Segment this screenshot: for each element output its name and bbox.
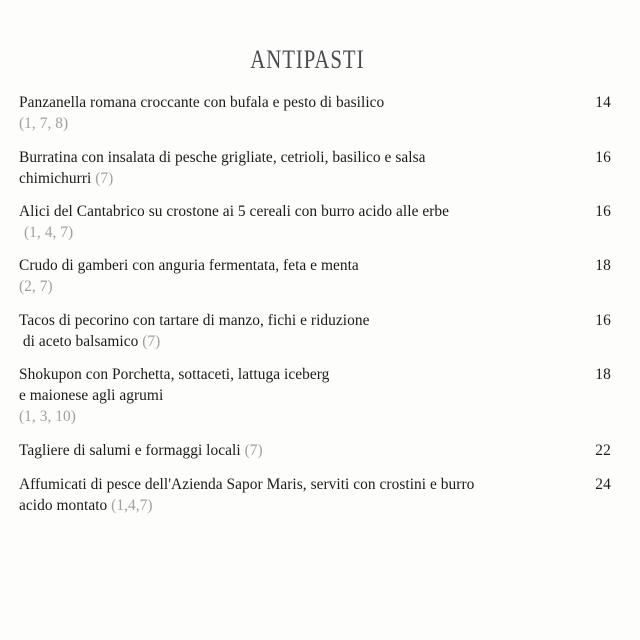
menu-item-line: Burratina con insalata di pesche grigliate, cetrioli, basilico e salsa xyxy=(19,149,426,166)
menu-item-price: 16 xyxy=(595,312,611,329)
menu-item xyxy=(19,364,611,427)
menu-item-line: Affumicati di pesce dell'Azienda Sapor Maris, serviti con crostini e burro xyxy=(19,476,475,493)
allergen-codes: (2, 7) xyxy=(19,278,53,295)
menu-item xyxy=(19,440,611,461)
menu-item-description xyxy=(19,92,396,134)
page-title: ANTIPASTI xyxy=(250,45,365,75)
menu-item xyxy=(19,255,611,297)
menu-item xyxy=(19,92,611,134)
menu-item xyxy=(19,474,611,516)
allergen-codes: (1, 4, 7) xyxy=(24,224,74,241)
menu-item-line: Alici del Cantabrico su crostone ai 5 cereali con burro acido alle erbe xyxy=(19,203,450,220)
menu-item-description xyxy=(19,255,371,297)
menu-item-description xyxy=(19,147,438,189)
allergen-codes: (1,4,7) xyxy=(111,497,153,514)
menu-item-price: 22 xyxy=(595,442,611,459)
menu-item-price: 16 xyxy=(595,203,611,220)
menu-item-line: di aceto balsamico (7) xyxy=(19,333,161,350)
menu-item-description xyxy=(19,440,275,461)
menu-item-price: 14 xyxy=(595,94,611,111)
menu-item xyxy=(19,147,611,189)
menu-item-price: 16 xyxy=(595,149,611,166)
menu-item-line: Tacos di pecorino con tartare di manzo, fichi e riduzione xyxy=(19,312,370,329)
menu-item-list xyxy=(19,92,611,516)
menu-item-line: e maionese agli agrumi xyxy=(19,387,164,404)
menu-item-description xyxy=(19,310,381,352)
section-title-container xyxy=(0,28,615,93)
menu-item xyxy=(19,201,611,243)
menu-item-line: Crudo di gamberi con anguria fermentata, feta e menta xyxy=(19,257,359,274)
allergen-codes: (7) xyxy=(142,333,161,350)
menu-item xyxy=(19,310,611,352)
menu-item-line: Panzanella romana croccante con bufala e pesto di basilico xyxy=(19,94,385,111)
menu-item-line: acido montato (1,4,7) xyxy=(19,497,153,514)
allergen-codes: (1, 7, 8) xyxy=(19,115,69,132)
menu-item-price: 18 xyxy=(595,257,611,274)
allergen-codes: (7) xyxy=(95,170,114,187)
menu-item-price: 24 xyxy=(595,476,611,493)
menu-item-description xyxy=(19,364,341,427)
menu-item-description xyxy=(19,474,486,516)
allergen-codes: (7) xyxy=(244,442,263,459)
menu-item-price: 18 xyxy=(595,366,611,383)
menu-item-line: chimichurri (7) xyxy=(19,170,114,187)
allergen-codes: (1, 3, 10) xyxy=(19,408,76,425)
menu-item-line: Shokupon con Porchetta, sottaceti, lattuga iceberg xyxy=(19,366,330,383)
menu-item-description xyxy=(19,201,461,243)
menu-item-line: Tagliere di salumi e formaggi locali (7) xyxy=(19,442,263,459)
